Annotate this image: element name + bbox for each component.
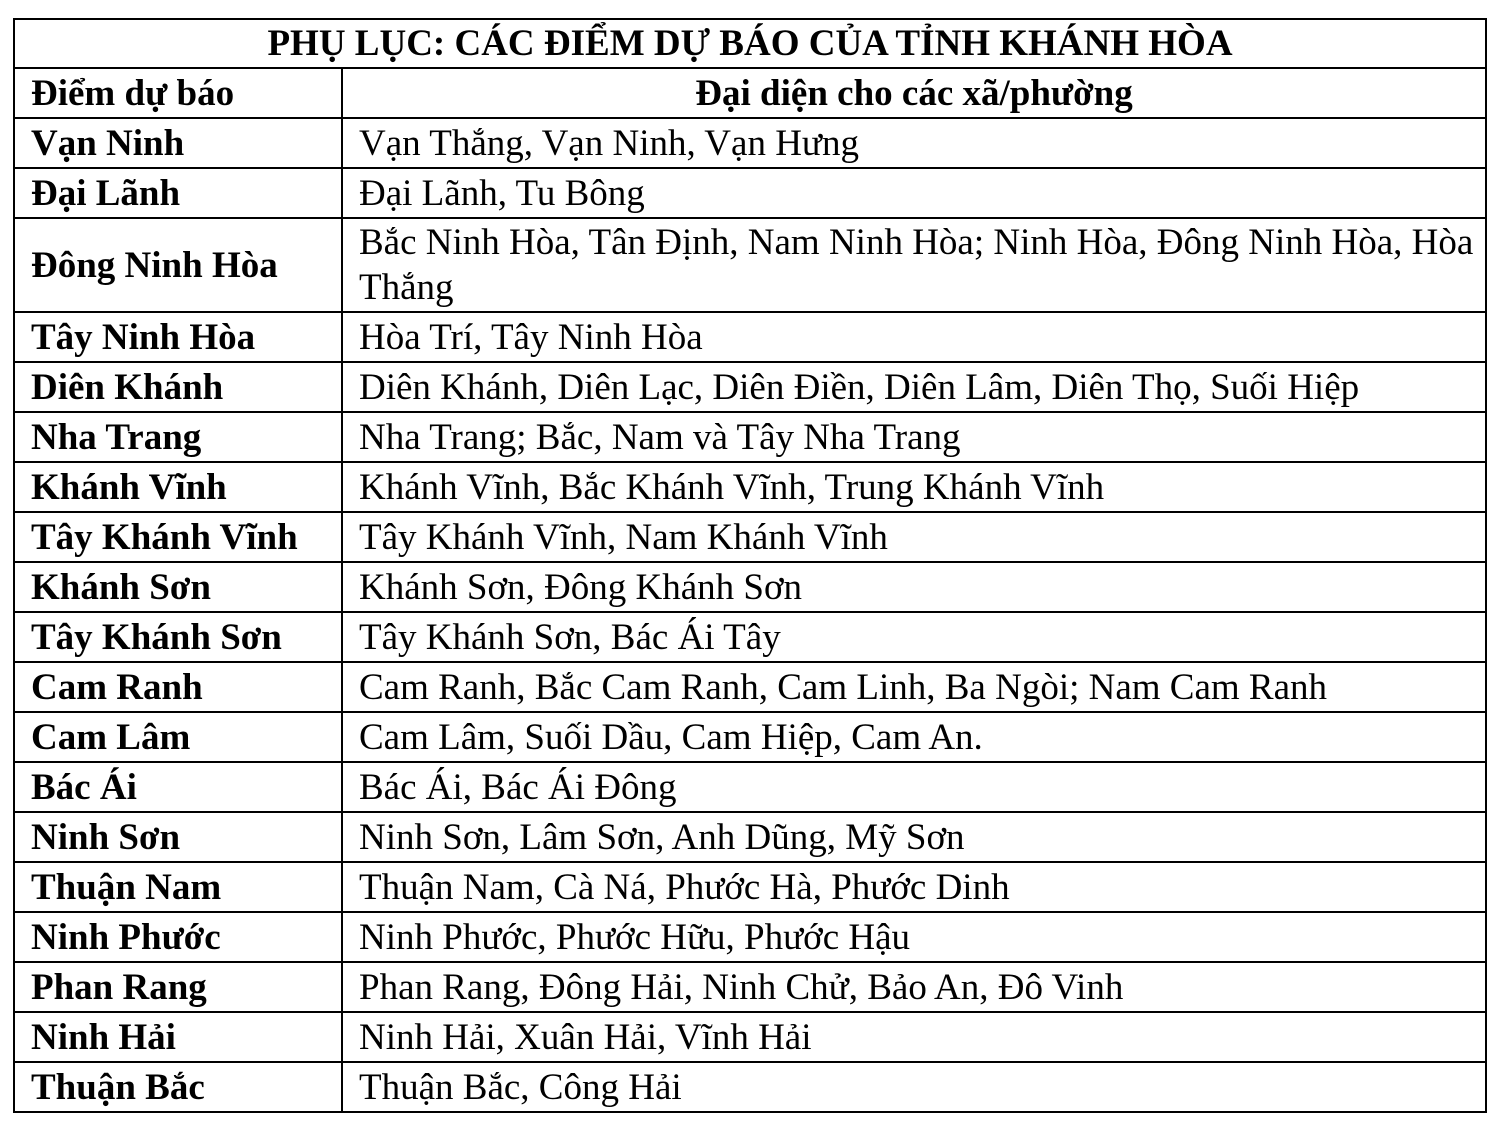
forecast-point-name: Tây Ninh Hòa — [14, 312, 342, 362]
forecast-point-wards: Ninh Hải, Xuân Hải, Vĩnh Hải — [342, 1012, 1486, 1062]
forecast-point-name: Đông Ninh Hòa — [14, 218, 342, 312]
table-row — [14, 462, 1486, 512]
table-row — [14, 512, 1486, 562]
table-row — [14, 218, 1486, 312]
forecast-point-wards: Nha Trang; Bắc, Nam và Tây Nha Trang — [342, 412, 1486, 462]
forecast-point-wards: Bác Ái, Bác Ái Đông — [342, 762, 1486, 812]
forecast-point-name: Vạn Ninh — [14, 118, 342, 168]
table-row — [14, 362, 1486, 412]
table-row — [14, 412, 1486, 462]
forecast-point-wards: Ninh Sơn, Lâm Sơn, Anh Dũng, Mỹ Sơn — [342, 812, 1486, 862]
table-row — [14, 612, 1486, 662]
forecast-point-name: Đại Lãnh — [14, 168, 342, 218]
forecast-point-name: Nha Trang — [14, 412, 342, 462]
table-row — [14, 118, 1486, 168]
forecast-point-wards: Đại Lãnh, Tu Bông — [342, 168, 1486, 218]
forecast-point-name: Tây Khánh Vĩnh — [14, 512, 342, 562]
table-title-row — [14, 19, 1486, 68]
forecast-points-table — [13, 18, 1487, 1113]
forecast-point-wards: Tây Khánh Vĩnh, Nam Khánh Vĩnh — [342, 512, 1486, 562]
forecast-point-name: Phan Rang — [14, 962, 342, 1012]
column-header-represents: Đại diện cho các xã/phường — [342, 68, 1486, 118]
table-row — [14, 312, 1486, 362]
forecast-point-name: Cam Ranh — [14, 662, 342, 712]
forecast-point-name: Diên Khánh — [14, 362, 342, 412]
forecast-point-wards: Diên Khánh, Diên Lạc, Diên Điền, Diên Lâm, Diên Thọ, Suối Hiệp — [342, 362, 1486, 412]
forecast-point-wards: Ninh Phước, Phước Hữu, Phước Hậu — [342, 912, 1486, 962]
forecast-point-name: Cam Lâm — [14, 712, 342, 762]
forecast-point-name: Bác Ái — [14, 762, 342, 812]
table-row — [14, 912, 1486, 962]
table-row — [14, 712, 1486, 762]
forecast-point-name: Ninh Phước — [14, 912, 342, 962]
forecast-point-wards: Vạn Thắng, Vạn Ninh, Vạn Hưng — [342, 118, 1486, 168]
table-row — [14, 862, 1486, 912]
forecast-point-name: Thuận Bắc — [14, 1062, 342, 1112]
forecast-point-name: Tây Khánh Sơn — [14, 612, 342, 662]
table-row — [14, 812, 1486, 862]
forecast-point-wards: Khánh Sơn, Đông Khánh Sơn — [342, 562, 1486, 612]
forecast-point-wards: Bắc Ninh Hòa, Tân Định, Nam Ninh Hòa; Ninh Hòa, Đông Ninh Hòa, Hòa Thắng — [342, 218, 1486, 312]
forecast-point-name: Khánh Sơn — [14, 562, 342, 612]
forecast-point-name: Ninh Sơn — [14, 812, 342, 862]
forecast-point-name: Khánh Vĩnh — [14, 462, 342, 512]
forecast-point-wards: Cam Ranh, Bắc Cam Ranh, Cam Linh, Ba Ngòi; Nam Cam Ranh — [342, 662, 1486, 712]
table-header-row — [14, 68, 1486, 118]
forecast-point-wards: Cam Lâm, Suối Dầu, Cam Hiệp, Cam An. — [342, 712, 1486, 762]
column-header-point: Điểm dự báo — [14, 68, 342, 118]
forecast-point-wards: Khánh Vĩnh, Bắc Khánh Vĩnh, Trung Khánh Vĩnh — [342, 462, 1486, 512]
table-row — [14, 562, 1486, 612]
forecast-point-wards: Thuận Nam, Cà Ná, Phước Hà, Phước Dinh — [342, 862, 1486, 912]
table-row — [14, 168, 1486, 218]
forecast-point-wards: Phan Rang, Đông Hải, Ninh Chử, Bảo An, Đô Vinh — [342, 962, 1486, 1012]
forecast-point-wards: Tây Khánh Sơn, Bác Ái Tây — [342, 612, 1486, 662]
table-row — [14, 1062, 1486, 1112]
table-row — [14, 662, 1486, 712]
table-row — [14, 1012, 1486, 1062]
forecast-point-wards: Hòa Trí, Tây Ninh Hòa — [342, 312, 1486, 362]
forecast-point-name: Thuận Nam — [14, 862, 342, 912]
table-title: PHỤ LỤC: CÁC ĐIỂM DỰ BÁO CỦA TỈNH KHÁNH HÒA — [14, 19, 1486, 68]
forecast-point-name: Ninh Hải — [14, 1012, 342, 1062]
forecast-point-wards: Thuận Bắc, Công Hải — [342, 1062, 1486, 1112]
table-row — [14, 762, 1486, 812]
table-row — [14, 962, 1486, 1012]
